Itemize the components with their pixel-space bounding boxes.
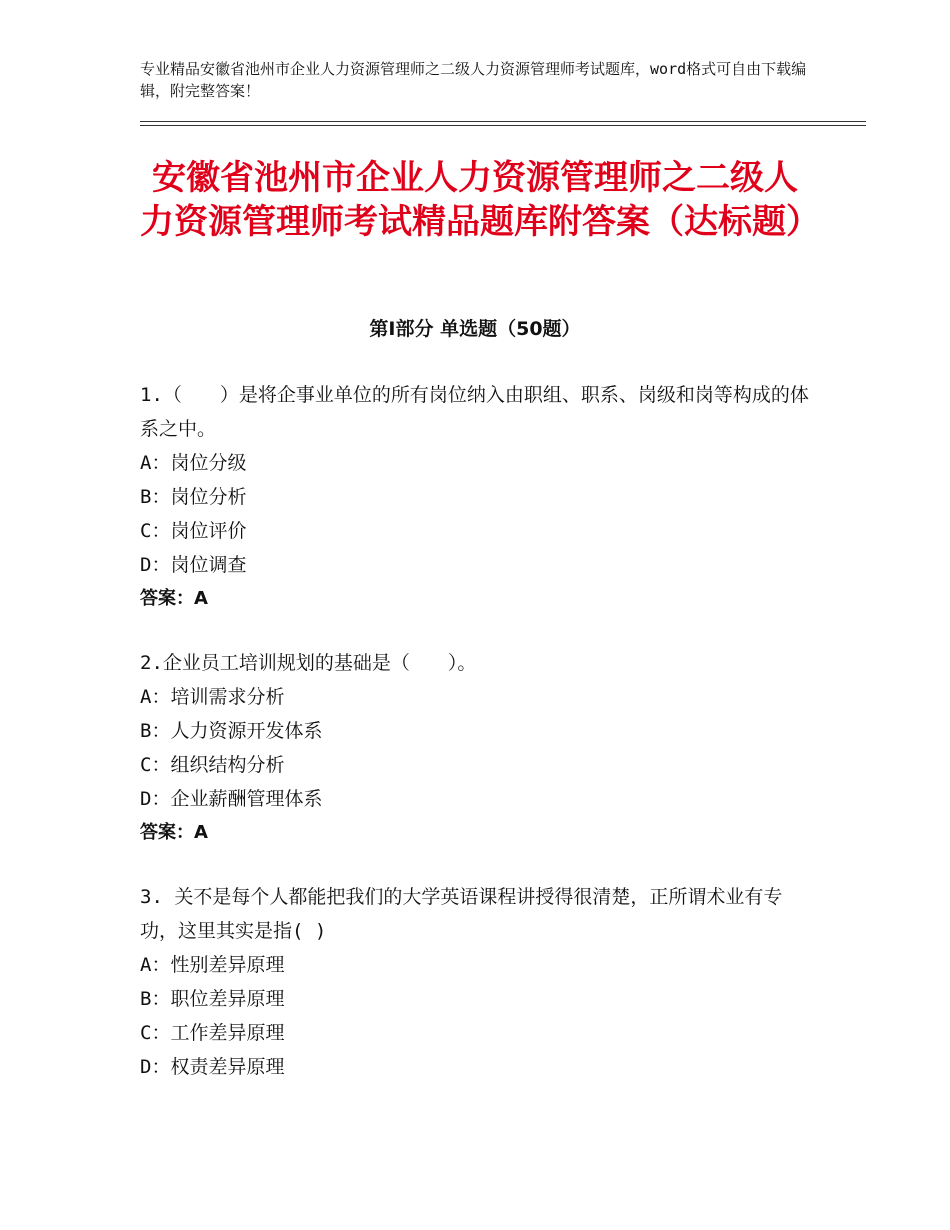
option-c: C：组织结构分析 — [140, 754, 285, 776]
option-b: B：职位差异原理 — [140, 988, 285, 1010]
header-note: 专业精品安徽省池州市企业人力资源管理师之二级人力资源管理师考试题库，word格式可自由下载编辑，附完整答案！ — [140, 60, 807, 100]
option-d: D：权责差异原理 — [140, 1056, 285, 1078]
option-c: C：岗位评价 — [140, 520, 247, 542]
answer-label: 答案：A — [140, 822, 208, 843]
header-rule-bottom — [140, 125, 866, 126]
question-3 — [140, 880, 810, 1084]
option-c: C：工作差异原理 — [140, 1022, 285, 1044]
document-title: 安徽省池州市企业人力资源管理师之二级人力资源管理师考试精品题库附答案（达标题） — [140, 158, 820, 242]
option-a: A：岗位分级 — [140, 452, 247, 474]
option-a: A：培训需求分析 — [140, 686, 285, 708]
option-b: B：岗位分析 — [140, 486, 247, 508]
question-list — [140, 378, 810, 1114]
question-1 — [140, 378, 810, 616]
question-text: 1.（ ）是将企事业单位的所有岗位纳入由职组、职系、岗级和岗等构成的体系之中。 — [140, 384, 809, 440]
option-d: D：岗位调查 — [140, 554, 247, 576]
option-b: B：人力资源开发体系 — [140, 720, 323, 742]
header-rule-top — [140, 121, 866, 122]
question-text: 2.企业员工培训规划的基础是（ ）。 — [140, 652, 477, 674]
option-d: D：企业薪酬管理体系 — [140, 788, 323, 810]
question-2 — [140, 646, 810, 850]
answer-label: 答案：A — [140, 588, 208, 609]
section-heading: 第Ⅰ部分 单选题（50题） — [369, 318, 581, 340]
question-text: 3. 关不是每个人都能把我们的大学英语课程讲授得很清楚，正所谓术业有专功，这里其实是指( ) — [140, 886, 783, 942]
option-a: A：性别差异原理 — [140, 954, 285, 976]
